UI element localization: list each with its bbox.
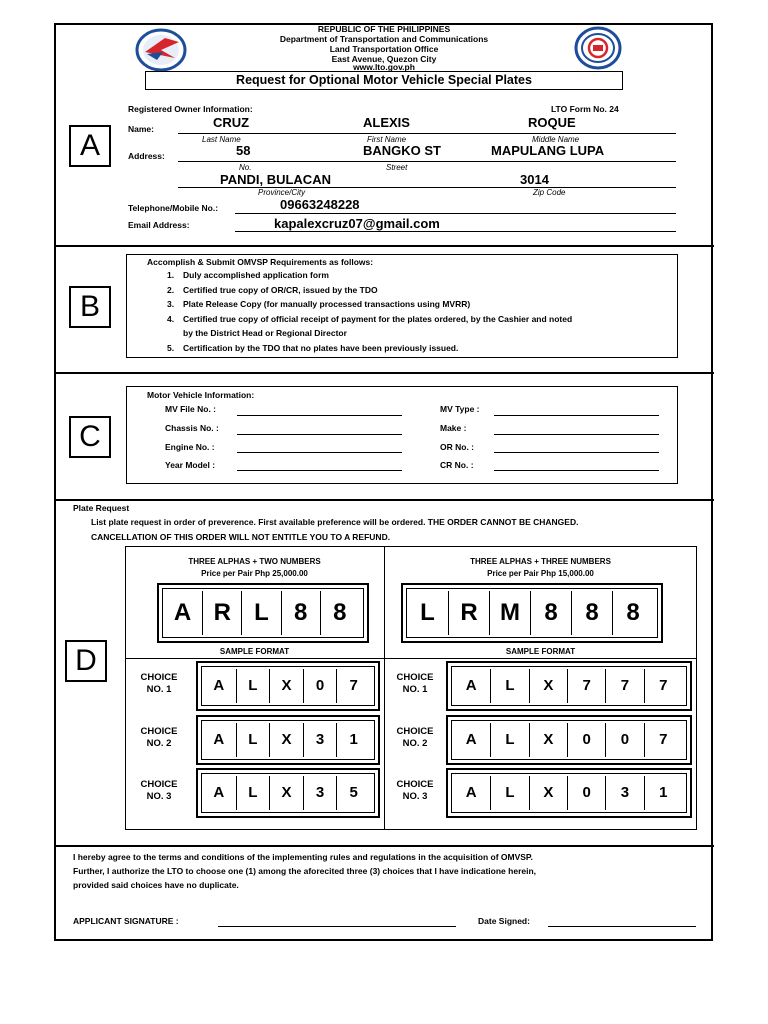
plate-character: A bbox=[213, 677, 225, 694]
plate-character: 0 bbox=[303, 669, 337, 703]
no-caption: No. bbox=[239, 163, 252, 172]
section-divider-cd bbox=[54, 499, 714, 501]
mv-type-label: MV Type : bbox=[440, 404, 480, 414]
section-divider-ab bbox=[54, 245, 714, 247]
plate-sample-divider bbox=[125, 658, 697, 659]
last-name-caption: Last Name bbox=[202, 135, 241, 144]
chassis-field[interactable] bbox=[237, 434, 402, 435]
plate-character: 7 bbox=[644, 669, 682, 703]
choice-label-word: CHOICE bbox=[140, 726, 178, 737]
choice-label bbox=[385, 779, 445, 803]
plate-character: A bbox=[213, 784, 225, 801]
header-republic: REPUBLIC OF THE PHILIPPINES bbox=[317, 24, 451, 34]
first-name-caption: First Name bbox=[367, 135, 407, 144]
zip-code-value: 3014 bbox=[520, 172, 549, 187]
date-signed-label: Date Signed: bbox=[478, 916, 530, 926]
left-choice-plate-3 bbox=[196, 768, 380, 818]
plate-request-heading: Plate Request bbox=[73, 503, 130, 513]
barangay-value: MAPULANG LUPA bbox=[491, 143, 605, 158]
plate-character: R bbox=[448, 591, 489, 635]
plate-instruction-1: List plate request in order of preverence. First available preference will be ordered. THE ORDER CANNOT BE CHANGED. bbox=[91, 517, 579, 527]
plate-character: 7 bbox=[336, 669, 370, 703]
choice-label-number: NO. 3 bbox=[402, 791, 428, 802]
plate-character: L bbox=[236, 669, 270, 703]
plate-inner-border bbox=[162, 588, 364, 638]
street-value: BANGKO ST bbox=[363, 143, 441, 158]
header-address: East Avenue, Quezon City bbox=[331, 54, 437, 64]
plate-character: 5 bbox=[336, 776, 370, 810]
or-no-field[interactable] bbox=[494, 452, 659, 453]
section-b-letter: B bbox=[69, 286, 111, 328]
phone-value: 09663248228 bbox=[280, 197, 360, 212]
plate-inner-border bbox=[406, 588, 658, 638]
section-d-letter: D bbox=[65, 640, 107, 682]
plate-character: X bbox=[269, 723, 303, 757]
plate-character: L bbox=[236, 776, 270, 810]
chassis-label: Chassis No. : bbox=[165, 423, 219, 433]
plate-character: X bbox=[529, 776, 567, 810]
plate-character: X bbox=[269, 776, 303, 810]
plate-inner-border bbox=[201, 666, 375, 706]
make-label: Make : bbox=[440, 423, 467, 433]
plate-character: A bbox=[465, 784, 477, 801]
middle-name-value: ROQUE bbox=[528, 115, 576, 130]
section-c-letter: C bbox=[69, 416, 111, 458]
requirement-item: Certified true copy of official receipt of payment for the plates ordered, by the Cashier and noted bbox=[183, 314, 573, 324]
form-title: Request for Optional Motor Vehicle Special Plates bbox=[145, 71, 623, 90]
plate-inner-border bbox=[451, 666, 687, 706]
choice-label-word: CHOICE bbox=[140, 672, 178, 683]
signature-field[interactable] bbox=[218, 926, 456, 927]
engine-label: Engine No. : bbox=[165, 442, 215, 452]
requirement-item: Certification by the TDO that no plates have been previously issued. bbox=[183, 343, 459, 353]
plate-character: 3 bbox=[303, 723, 337, 757]
left-price: Price per Pair Php 25,000.00 bbox=[201, 569, 308, 578]
requirement-number: 4. bbox=[167, 314, 175, 324]
mv-type-field[interactable] bbox=[494, 415, 659, 416]
plate-character: 1 bbox=[336, 723, 370, 757]
plate-character: 8 bbox=[320, 591, 359, 635]
requirement-item: by the District Head or Regional Director bbox=[183, 328, 347, 338]
province-underline bbox=[178, 187, 676, 188]
plate-inner-border bbox=[451, 773, 687, 813]
plate-character: X bbox=[529, 723, 567, 757]
plate-character: L bbox=[236, 723, 270, 757]
plate-character: M bbox=[489, 591, 530, 635]
province-caption: Province/City bbox=[258, 188, 306, 197]
choice-label-word: CHOICE bbox=[396, 726, 434, 737]
name-label: Name: bbox=[128, 124, 154, 134]
plate-character: 0 bbox=[567, 723, 605, 757]
requirement-number: 1. bbox=[167, 270, 175, 280]
email-underline bbox=[235, 231, 676, 232]
email-label: Email Address: bbox=[128, 220, 190, 230]
plate-character: 1 bbox=[644, 776, 682, 810]
choice-label bbox=[129, 726, 189, 750]
plate-character: L bbox=[490, 776, 528, 810]
choice-label-word: CHOICE bbox=[140, 779, 178, 790]
choice-label-number: NO. 1 bbox=[402, 684, 428, 695]
zip-caption: Zip Code bbox=[533, 188, 566, 197]
plate-inner-border bbox=[201, 773, 375, 813]
email-value: kapalexcruz07@gmail.com bbox=[274, 216, 440, 231]
requirement-number: 2. bbox=[167, 285, 175, 295]
choice-label bbox=[385, 726, 445, 750]
choice-label-word: CHOICE bbox=[396, 779, 434, 790]
form-number: LTO Form No. 24 bbox=[551, 104, 619, 114]
plate-character: L bbox=[490, 669, 528, 703]
right-choice-plate-1 bbox=[446, 661, 692, 711]
header-office: Land Transportation Office bbox=[329, 44, 439, 54]
choice-label-number: NO. 1 bbox=[146, 684, 172, 695]
choice-label-number: NO. 2 bbox=[402, 738, 428, 749]
plate-character: L bbox=[490, 723, 528, 757]
plate-instruction-2: CANCELLATION OF THIS ORDER WILL NOT ENTITLE YOU TO A REFUND. bbox=[91, 532, 391, 542]
engine-field[interactable] bbox=[237, 452, 402, 453]
right-choice-plate-3 bbox=[446, 768, 692, 818]
header-department: Department of Transportation and Communications bbox=[279, 34, 489, 44]
plate-character: A bbox=[465, 677, 477, 694]
agreement-line-1: I hereby agree to the terms and conditions of the implementing rules and regulations in the acquisition of OMVSP. bbox=[73, 852, 533, 862]
plate-inner-border bbox=[451, 720, 687, 760]
requirement-number: 5. bbox=[167, 343, 175, 353]
plate-inner-border bbox=[201, 720, 375, 760]
left-choice-plate-2 bbox=[196, 715, 380, 765]
make-field[interactable] bbox=[494, 434, 659, 435]
province-city-value: PANDI, BULACAN bbox=[220, 172, 331, 187]
mv-file-field[interactable] bbox=[237, 415, 402, 416]
agreement-line-2: Further, I authorize the LTO to choose one (1) among the aforecited three (3) choices that I have indicatione herein, bbox=[73, 866, 537, 876]
left-format-title: THREE ALPHAS + TWO NUMBERS bbox=[188, 557, 321, 566]
choice-label-number: NO. 3 bbox=[146, 791, 172, 802]
owner-info-heading: Registered Owner Information: bbox=[128, 104, 253, 114]
plate-character: 8 bbox=[281, 591, 320, 635]
middle-name-caption: Middle Name bbox=[532, 135, 580, 144]
left-sample-plate bbox=[157, 583, 369, 643]
plate-character: 8 bbox=[530, 591, 571, 635]
requirement-item: Duly accomplished application form bbox=[183, 270, 329, 280]
plate-character: A bbox=[173, 599, 192, 626]
requirements-heading: Accomplish & Submit OMVSP Requirements as follows: bbox=[147, 257, 374, 267]
plate-character: X bbox=[269, 669, 303, 703]
section-a-letter: A bbox=[69, 125, 111, 167]
plate-character: 0 bbox=[567, 776, 605, 810]
plate-character: 0 bbox=[605, 723, 643, 757]
header-website: www.lto.gov.ph bbox=[353, 62, 415, 72]
plate-character: L bbox=[420, 599, 435, 626]
choice-label bbox=[385, 672, 445, 696]
section-divider-bc bbox=[54, 372, 714, 374]
mv-info-heading: Motor Vehicle Information: bbox=[147, 390, 255, 400]
plate-character: 7 bbox=[605, 669, 643, 703]
plate-character: A bbox=[465, 731, 477, 748]
right-sample-plate bbox=[401, 583, 663, 643]
left-sample-caption: SAMPLE FORMAT bbox=[219, 647, 290, 656]
plate-character: 7 bbox=[567, 669, 605, 703]
section-divider-agreement bbox=[54, 845, 714, 847]
plate-character: R bbox=[202, 591, 241, 635]
mv-file-label: MV File No. : bbox=[165, 404, 216, 414]
plate-character: 8 bbox=[571, 591, 612, 635]
left-choice-plate-1 bbox=[196, 661, 380, 711]
plate-character: 8 bbox=[612, 591, 653, 635]
year-model-field[interactable] bbox=[237, 470, 402, 471]
requirement-item: Certified true copy of OR/CR, issued by the TDO bbox=[183, 285, 378, 295]
address-underline bbox=[178, 161, 676, 162]
plate-character: 7 bbox=[644, 723, 682, 757]
right-price: Price per Pair Php 15,000.00 bbox=[487, 569, 594, 578]
cr-no-label: CR No. : bbox=[440, 460, 474, 470]
plate-character: X bbox=[529, 669, 567, 703]
requirement-item: Plate Release Copy (for manually processed transactions using MVRR) bbox=[183, 299, 471, 309]
agreement-line-3: provided said choices have no duplicate. bbox=[73, 880, 239, 890]
plate-character: 3 bbox=[303, 776, 337, 810]
plate-character: L bbox=[241, 591, 280, 635]
plate-character: 3 bbox=[605, 776, 643, 810]
choice-label-number: NO. 2 bbox=[146, 738, 172, 749]
signature-label: APPLICANT SIGNATURE : bbox=[73, 916, 179, 926]
phone-underline bbox=[235, 213, 676, 214]
address-label: Address: bbox=[128, 151, 165, 161]
choice-label bbox=[129, 672, 189, 696]
phone-label: Telephone/Mobile No.: bbox=[128, 203, 219, 213]
first-name-value: ALEXIS bbox=[363, 115, 410, 130]
choice-label-word: CHOICE bbox=[396, 672, 434, 683]
choice-label bbox=[129, 779, 189, 803]
year-model-label: Year Model : bbox=[165, 460, 216, 470]
street-caption: Street bbox=[386, 163, 408, 172]
plate-character: A bbox=[213, 731, 225, 748]
requirement-number: 3. bbox=[167, 299, 175, 309]
right-format-title: THREE ALPHAS + THREE NUMBERS bbox=[470, 557, 611, 566]
right-choice-plate-2 bbox=[446, 715, 692, 765]
date-signed-field[interactable] bbox=[548, 926, 696, 927]
last-name-value: CRUZ bbox=[213, 115, 250, 130]
name-underline bbox=[178, 133, 676, 134]
or-no-label: OR No. : bbox=[440, 442, 474, 452]
cr-no-field[interactable] bbox=[494, 470, 659, 471]
house-no-value: 58 bbox=[236, 143, 251, 158]
right-sample-caption: SAMPLE FORMAT bbox=[505, 647, 576, 656]
